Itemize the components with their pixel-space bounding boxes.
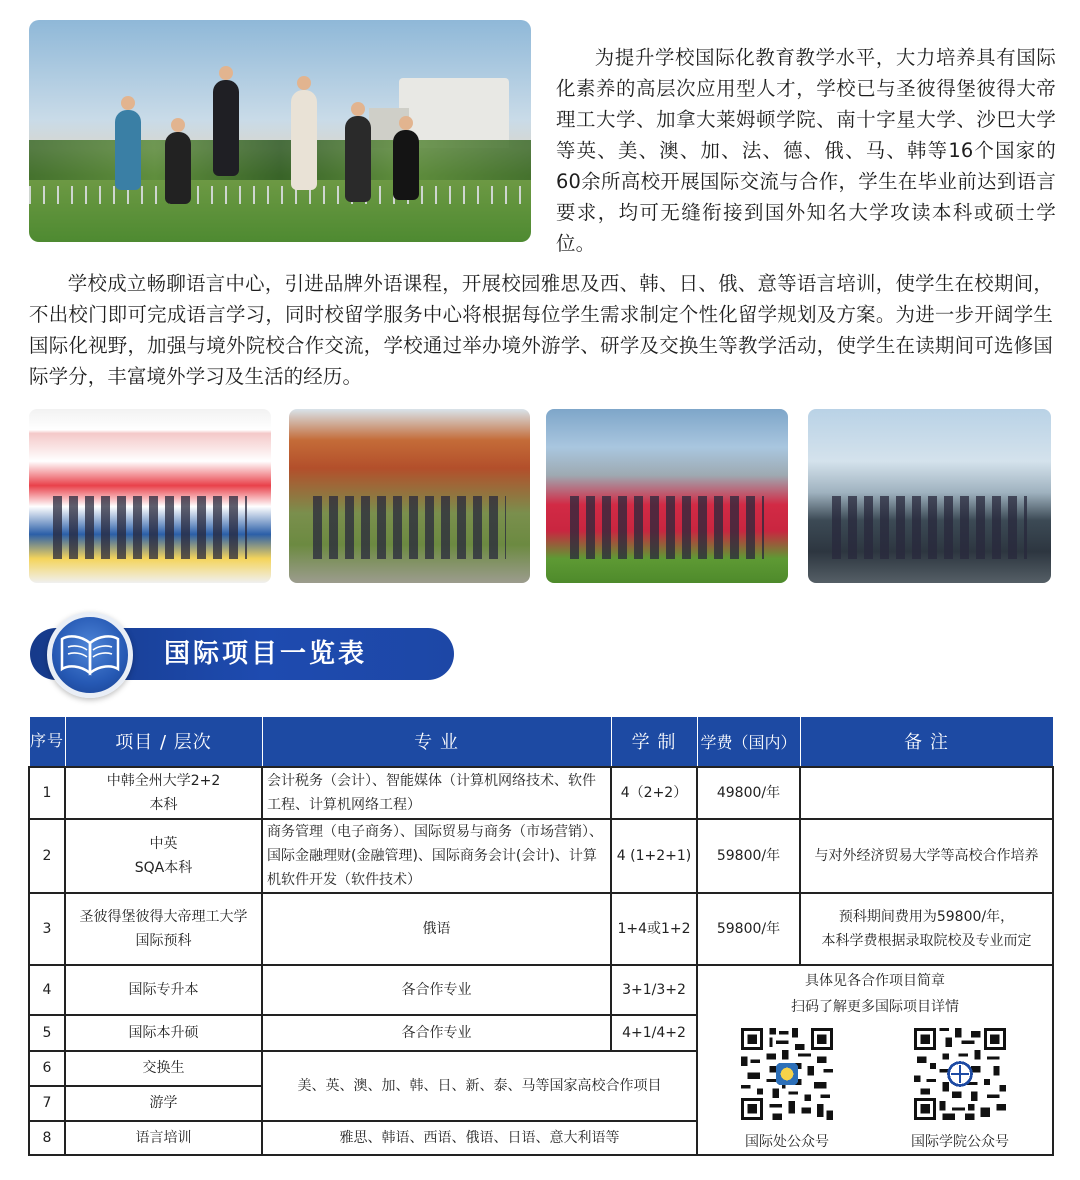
table-row: [29, 893, 1053, 965]
table-row: [29, 767, 1053, 819]
cell-major: 各合作专业: [262, 1015, 611, 1051]
qr-left: [741, 1028, 833, 1154]
cell-duration: 4 (1+2+1): [611, 819, 697, 893]
cell-project: 中英 SQA本科: [65, 819, 262, 893]
cell-major: 各合作专业: [262, 965, 611, 1015]
qr-code-panel: [697, 965, 1053, 1155]
photo-mural-group: [29, 409, 271, 583]
cell-remark: 预科期间费用为59800/年， 本科学费根据录取院校及专业而定: [800, 893, 1053, 965]
cell-major: 商务管理（电子商务）、国际贸易与商务（市场营销）、国际金融理财(金融管理)、国际商务会计(会计)、计算机软件开发（软件技术）: [262, 819, 611, 893]
cell-project: 圣彼得堡彼得大帝理工大学 国际预科: [65, 893, 262, 965]
cell-no: 7: [29, 1086, 65, 1121]
cell-no: 2: [29, 819, 65, 893]
hero-photo-students-jumping: [29, 20, 531, 242]
student-figure: [115, 110, 141, 190]
cell-no: 1: [29, 767, 65, 819]
header-remark: 备 注: [800, 717, 1053, 767]
qr-note-line1: 具体见各合作项目简章: [805, 972, 945, 989]
header-project: 项目 / 层次: [65, 717, 262, 767]
cell-project: 国际本升硕: [65, 1015, 262, 1051]
cell-duration: 4（2+2）: [611, 767, 697, 819]
international-programs-table: [28, 716, 1054, 1156]
qr-code-icon[interactable]: [741, 1028, 833, 1120]
header-seq: 序号: [29, 717, 65, 767]
cell-no: 4: [29, 965, 65, 1015]
cell-duration: 1+4或1+2: [611, 893, 697, 965]
cell-project: 交换生: [65, 1051, 262, 1086]
cell-major: 俄语: [262, 893, 611, 965]
cell-major: 雅思、韩语、西语、俄语、日语、意大利语等: [262, 1121, 697, 1155]
cell-remark: [800, 767, 1053, 819]
student-figure: [393, 130, 419, 200]
cell-project: 国际专升本: [65, 965, 262, 1015]
section-title: 国际项目一览表: [164, 639, 368, 669]
language-center-paragraph: 学校成立畅聊语言中心，引进品牌外语课程，开展校园雅思及西、韩、日、俄、意等语言培训，使学生在校期间，不出校门即可完成语言学习，同时校留学服务中心将根据每位学生需求制定个性化留学规划及方案。为进一步开阔学生国际化视野，加强与境外院校合作交流，学校通过举办境外游学、研学及交换生等教学活动，使学生在读期间可选修国际学分，丰富境外学习及生活的经历。: [29, 272, 1053, 388]
cell-major: 会计税务（会计）、智能媒体（计算机网络技术、软件工程、计算机网络工程）: [262, 767, 611, 819]
cell-fee: 59800/年: [697, 819, 800, 893]
student-figure: [213, 80, 239, 176]
header-duration: 学 制: [611, 717, 697, 767]
student-figure: [345, 116, 371, 202]
cell-project: 中韩全州大学2+2 本科: [65, 767, 262, 819]
qr-left-caption: 国际处公众号: [745, 1133, 829, 1150]
intro-paragraph: 为提升学校国际化教育教学水平，大力培养具有国际化素养的高层次应用型人才，学校已与圣彼得堡彼得大帝理工大学、加拿大莱姆顿学院、南十字星大学、沙巴大学等英、美、澳、加、法、德、俄、马、韩等16个国家的60余所高校开展国际交流与合作，学生在毕业前达到语言要求，均可无缝衔接到国外知名大学攻读本科或硕士学位。: [556, 46, 1056, 255]
student-figure: [165, 132, 191, 204]
student-figure: [291, 90, 317, 190]
cell-no: 8: [29, 1121, 65, 1155]
header-major: 专 业: [262, 717, 611, 767]
tree-line: [29, 140, 531, 180]
qr-right: [911, 1028, 1009, 1154]
cell-no: 5: [29, 1015, 65, 1051]
cell-major-merged: 美、英、澳、加、韩、日、新、泰、马等国家高校合作项目: [262, 1051, 697, 1121]
table-header-row: [29, 717, 1053, 767]
cell-no: 3: [29, 893, 65, 965]
table-row: [29, 819, 1053, 893]
open-book-icon: [47, 612, 133, 698]
cell-duration: 4+1/4+2: [611, 1015, 697, 1051]
qr-note-line2: 扫码了解更多国际项目详情: [791, 998, 959, 1015]
cell-fee: 49800/年: [697, 767, 800, 819]
field-fence: [29, 186, 531, 204]
cell-duration: 3+1/3+2: [611, 965, 697, 1015]
photo-autumn-banner-group: [289, 409, 530, 583]
qr-right-caption: 国际学院公众号: [911, 1133, 1009, 1150]
table-row: [29, 965, 1053, 1015]
cell-no: 6: [29, 1051, 65, 1086]
photo-sydney-harbour-group: [808, 409, 1051, 583]
cell-remark: 与对外经济贸易大学等高校合作培养: [800, 819, 1053, 893]
cell-project: 语言培训: [65, 1121, 262, 1155]
qr-code-icon[interactable]: [914, 1028, 1006, 1120]
cell-project: 游学: [65, 1086, 262, 1121]
header-fee: 学费（国内）: [697, 717, 800, 767]
cell-fee: 59800/年: [697, 893, 800, 965]
photo-soccer-team: [546, 409, 788, 583]
